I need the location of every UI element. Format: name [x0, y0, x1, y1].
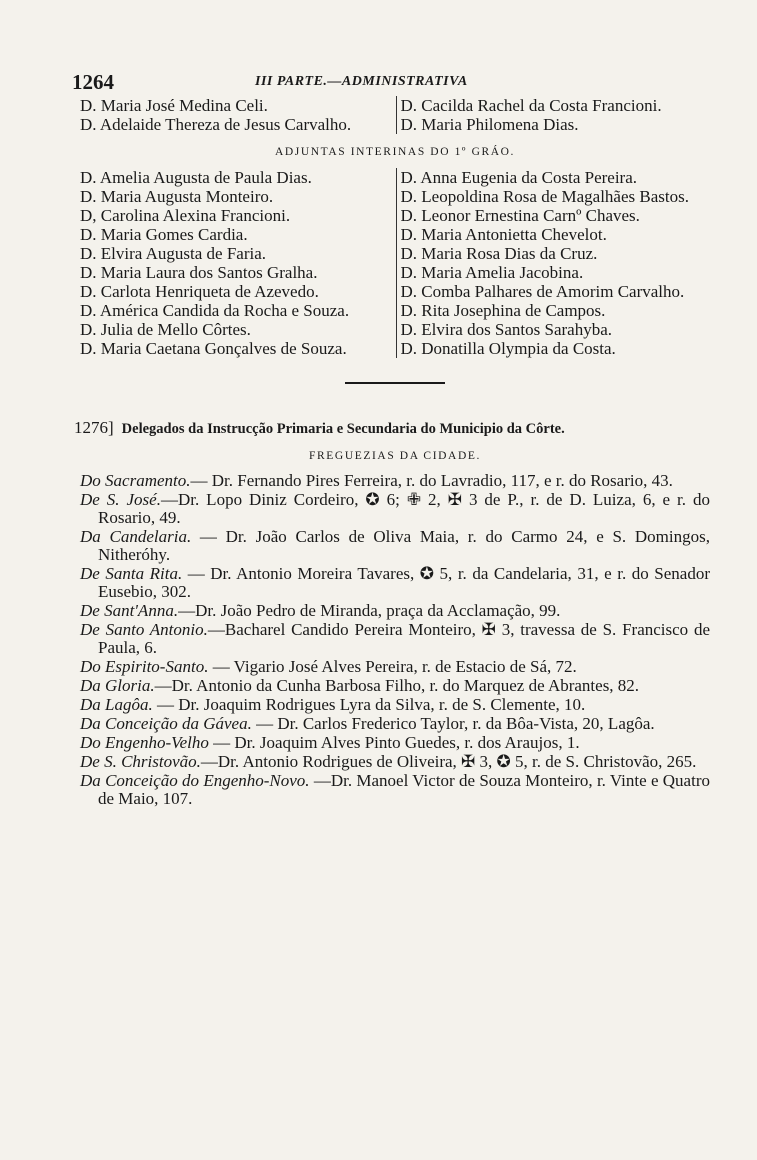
list-item — [80, 715, 710, 733]
running-title: III PARTE.—ADMINISTRATIVA — [255, 74, 468, 89]
list-item: D. Carlota Henriqueta de Azevedo. — [80, 282, 319, 301]
list-item — [80, 753, 710, 771]
freguezias-heading: FREGUEZIAS DA CIDADE. — [309, 450, 481, 462]
list-item: D. Leopoldina Rosa de Magalhães Bastos. — [400, 187, 689, 206]
document-page — [72, 70, 710, 809]
parish-name: Da Candelaria. — [80, 527, 192, 546]
section-divider — [345, 382, 445, 384]
parish-name: Da Conceição da Gávea. — [80, 714, 252, 733]
top-right-column — [396, 96, 711, 134]
list-item: D, Carolina Alexina Francioni. — [80, 206, 291, 225]
adjuntas-left-column — [80, 168, 396, 358]
entry-text: —Dr. Lopo Diniz Cordeiro, ✪ 6; ✙ 2, ✠ 3 de P., r. de D. Luiza, 6, e r. do Rosario, 49. — [98, 490, 710, 527]
parish-name: Da Conceição do Engenho-Novo. — [80, 771, 310, 790]
list-item — [80, 602, 710, 620]
list-item: D. Amelia Augusta de Paula Dias. — [80, 168, 312, 187]
list-item — [80, 696, 710, 714]
page-number: 1264 — [72, 70, 114, 94]
running-header — [72, 70, 710, 96]
list-item: D. Elvira dos Santos Sarahyba. — [400, 320, 613, 339]
list-item — [80, 528, 710, 564]
entry-text: —Dr. Antonio da Cunha Barbosa Filho, r. do Marquez de Abrantes, 82. — [154, 676, 640, 695]
parish-name: De Santo Antonio. — [80, 620, 208, 639]
adjuntas-columns — [80, 168, 710, 358]
list-item: D. Donatilla Olympia da Costa. — [400, 339, 616, 358]
list-item — [80, 565, 710, 601]
parish-name: Do Sacramento. — [80, 471, 191, 490]
parish-name: Do Engenho-Velho — [80, 733, 209, 752]
parish-name: De Santa Rita. — [80, 564, 183, 583]
list-item — [80, 491, 710, 527]
list-item: D. Elvira Augusta de Faria. — [80, 244, 267, 263]
list-item: D. Maria Antonietta Chevelot. — [400, 225, 607, 244]
list-item — [80, 472, 710, 490]
parish-name: Da Lagôa. — [80, 695, 153, 714]
list-item: D. Maria Laura dos Santos Gralha. — [80, 263, 318, 282]
adjuntas-heading: ADJUNTAS INTERINAS DO 1º GRÁO. — [274, 146, 516, 158]
entry-text: — Dr. Joaquim Alves Pinto Guedes, r. dos Araujos, 1. — [208, 733, 580, 752]
list-item — [80, 734, 710, 752]
list-item: D. Maria Amelia Jacobina. — [400, 263, 584, 282]
list-item: D. Maria José Medina Celi. — [80, 96, 268, 115]
top-name-columns — [80, 96, 710, 134]
list-item: D. Maria Philomena Dias. — [400, 115, 579, 134]
entry-text: —Bacharel Candido Pereira Monteiro, ✠ 3, travessa de S. Francisco de Paula, 6. — [98, 620, 710, 657]
list-item: D. Maria Gomes Cardia. — [80, 225, 248, 244]
adjuntas-right-column — [396, 168, 711, 358]
entry-text: — Vigario José Alves Pereira, r. de Estacio de Sá, 72. — [208, 657, 577, 676]
list-item: D. Cacilda Rachel da Costa Francioni. — [400, 96, 662, 115]
entry-text: —Dr. João Pedro de Miranda, praça da Acclamação, 99. — [178, 601, 561, 620]
list-item: D. Leonor Ernestina Carnº Chaves. — [400, 206, 640, 225]
list-item: D. Anna Eugenia da Costa Pereira. — [400, 168, 638, 187]
entry-text: —Dr. Antonio Rodrigues de Oliveira, ✠ 3, ✪ 5, r. de S. Christovão, 265. — [200, 752, 697, 771]
top-left-column — [80, 96, 396, 134]
parish-name: De S. Christovão. — [80, 752, 201, 771]
entry-text: — Dr. Antonio Moreira Tavares, ✪ 5, r. da Candelaria, 31, e r. do Senador Eusebio, 302. — [98, 564, 710, 601]
list-item: D. Rita Josephina de Campos. — [400, 301, 606, 320]
list-item — [80, 772, 710, 808]
parish-name: Do Espirito-Santo. — [80, 657, 209, 676]
entry-text: — Dr. Fernando Pires Ferreira, r. do Lavradio, 117, e r. do Rosario, 43. — [190, 471, 673, 490]
list-item — [80, 677, 710, 695]
entry-text: — Dr. Carlos Frederico Taylor, r. da Bôa-Vista, 20, Lagôa. — [251, 714, 655, 733]
list-item: D. Maria Augusta Monteiro. — [80, 187, 274, 206]
section-heading — [74, 418, 710, 438]
entry-text: — Dr. João Carlos de Oliva Maia, r. do Carmo 24, e S. Domingos, Nitheróhy. — [98, 527, 710, 564]
section-number: 1276] — [74, 418, 114, 437]
delegates-list — [80, 472, 710, 808]
section-title: Delegados da Instrucção Primaria e Secundaria do Municipio da Côrte. — [121, 421, 565, 437]
list-item: D. Julia de Mello Côrtes. — [80, 320, 251, 339]
list-item: D. Comba Palhares de Amorim Carvalho. — [400, 282, 685, 301]
parish-name: Da Gloria. — [80, 676, 155, 695]
entry-text: —Dr. Manoel Victor de Souza Monteiro, r. Vinte e Quatro de Maio, 107. — [98, 771, 710, 808]
list-item: D. Maria Rosa Dias da Cruz. — [400, 244, 598, 263]
parish-name: De Sant'Anna. — [80, 601, 179, 620]
parish-name: De S. José. — [80, 490, 161, 509]
list-item — [80, 621, 710, 657]
list-item — [80, 658, 710, 676]
entry-text: — Dr. Joaquim Rodrigues Lyra da Silva, r. de S. Clemente, 10. — [152, 695, 586, 714]
list-item: D. Maria Caetana Gonçalves de Souza. — [80, 339, 347, 358]
list-item: D. Adelaide Thereza de Jesus Carvalho. — [80, 115, 352, 134]
list-item: D. América Candida da Rocha e Souza. — [80, 301, 350, 320]
